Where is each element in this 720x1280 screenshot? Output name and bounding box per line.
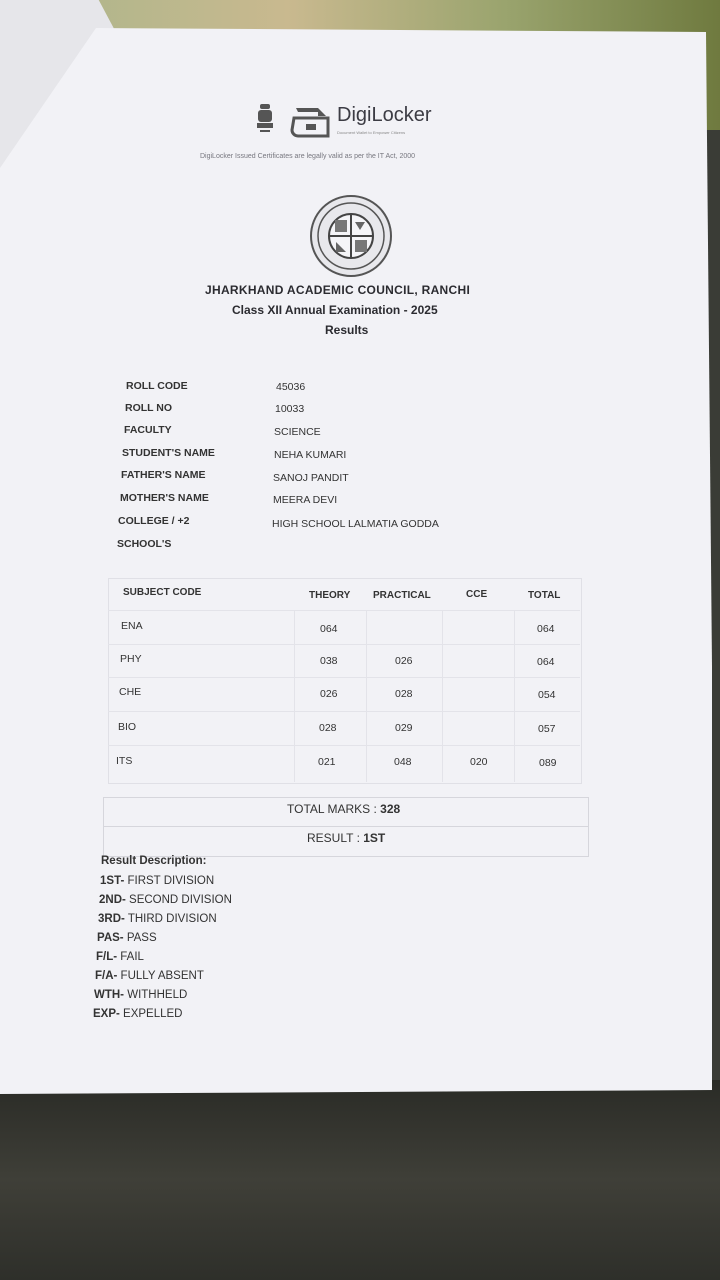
total-marks-label: TOTAL MARKS : [287, 802, 377, 816]
father-name-value: SANOJ PANDIT [273, 472, 349, 484]
header-cce: CCE [466, 589, 488, 600]
cell-total: 064 [537, 623, 555, 635]
cell-theory: 026 [320, 688, 338, 700]
description-item: F/A- FULLY ABSENT [95, 970, 204, 982]
school-label: SCHOOL'S [117, 538, 172, 550]
header-subject-code: SUBJECT CODE [123, 587, 202, 598]
description-item: 2ND- SECOND DIVISION [99, 894, 232, 906]
results-heading: Results [325, 323, 369, 337]
summary-divider [103, 826, 589, 827]
description-item: WTH- WITHHELD [94, 989, 188, 1001]
mother-name-label: MOTHER'S NAME [120, 492, 209, 504]
mother-name-value: MEERA DEVI [273, 494, 338, 506]
table-divider [108, 745, 580, 746]
roll-no-value: 10033 [275, 403, 305, 415]
header-practical: PRACTICAL [373, 590, 431, 601]
cell-theory: 038 [320, 655, 338, 667]
description-item: PAS- PASS [97, 932, 157, 944]
council-seal-icon [309, 194, 393, 278]
cell-subject: ITS [116, 755, 133, 767]
table-divider [294, 610, 295, 782]
table-divider [514, 610, 515, 782]
national-emblem-icon [257, 104, 273, 132]
cell-theory: 028 [319, 722, 337, 734]
description-item: 1ST- FIRST DIVISION [100, 875, 215, 887]
cell-total: 064 [537, 656, 555, 668]
table-divider [108, 610, 580, 611]
faculty-value: SCIENCE [274, 426, 321, 438]
header-total: TOTAL [528, 590, 561, 601]
result-value: 1ST [363, 831, 386, 845]
cell-subject: BIO [118, 721, 137, 733]
cell-cce: 020 [470, 756, 488, 768]
student-name-value: NEHA KUMARI [274, 449, 347, 461]
cell-theory: 064 [320, 623, 338, 635]
cell-subject: CHE [119, 686, 142, 698]
table-divider [108, 677, 580, 678]
table-divider [108, 711, 580, 712]
table-divider [108, 644, 580, 645]
cell-total: 057 [538, 723, 556, 735]
cell-total: 089 [539, 757, 557, 769]
cell-total: 054 [538, 689, 556, 701]
marks-table [108, 578, 582, 784]
cell-practical: 026 [395, 655, 413, 667]
total-marks-value: 328 [380, 802, 401, 816]
cell-theory: 021 [318, 756, 336, 768]
cell-subject: PHY [120, 653, 142, 665]
college-value: HIGH SCHOOL LALMATIA GODDA [272, 518, 439, 530]
roll-code-label: ROLL CODE [126, 380, 188, 392]
college-label: COLLEGE / +2 [118, 515, 190, 527]
council-name: JHARKHAND ACADEMIC COUNCIL, RANCHI [205, 283, 471, 297]
result [307, 831, 385, 845]
result-label: RESULT : [307, 831, 360, 845]
roll-no-label: ROLL NO [125, 402, 173, 414]
cell-practical: 029 [395, 722, 413, 734]
student-name-label: STUDENT'S NAME [122, 447, 215, 459]
faculty-label: FACULTY [124, 424, 172, 436]
table-divider [442, 610, 443, 782]
table-divider [366, 610, 367, 782]
total-marks [287, 802, 400, 816]
exam-name: Class XII Annual Examination - 2025 [232, 303, 438, 317]
cell-subject: ENA [121, 620, 143, 632]
description-item: F/L- FAIL [96, 951, 144, 963]
description-item: 3RD- THIRD DIVISION [98, 913, 217, 925]
validity-note: DigiLocker Issued Certificates are legally valid as per the IT Act, 2000 [200, 153, 416, 160]
result-description-heading: Result Description: [101, 855, 207, 867]
header-theory: THEORY [309, 590, 351, 601]
father-name-label: FATHER'S NAME [121, 469, 206, 481]
brand-tagline: Document Wallet to Empower Citizens [337, 130, 406, 135]
description-item: EXP- EXPELLED [93, 1008, 183, 1020]
cell-practical: 028 [395, 688, 413, 700]
background-bottom [0, 1080, 720, 1280]
brand-name: DigiLocker [337, 104, 432, 126]
cell-practical: 048 [394, 756, 412, 768]
roll-code-value: 45036 [276, 381, 306, 393]
digilocker-mark-icon [292, 108, 328, 136]
